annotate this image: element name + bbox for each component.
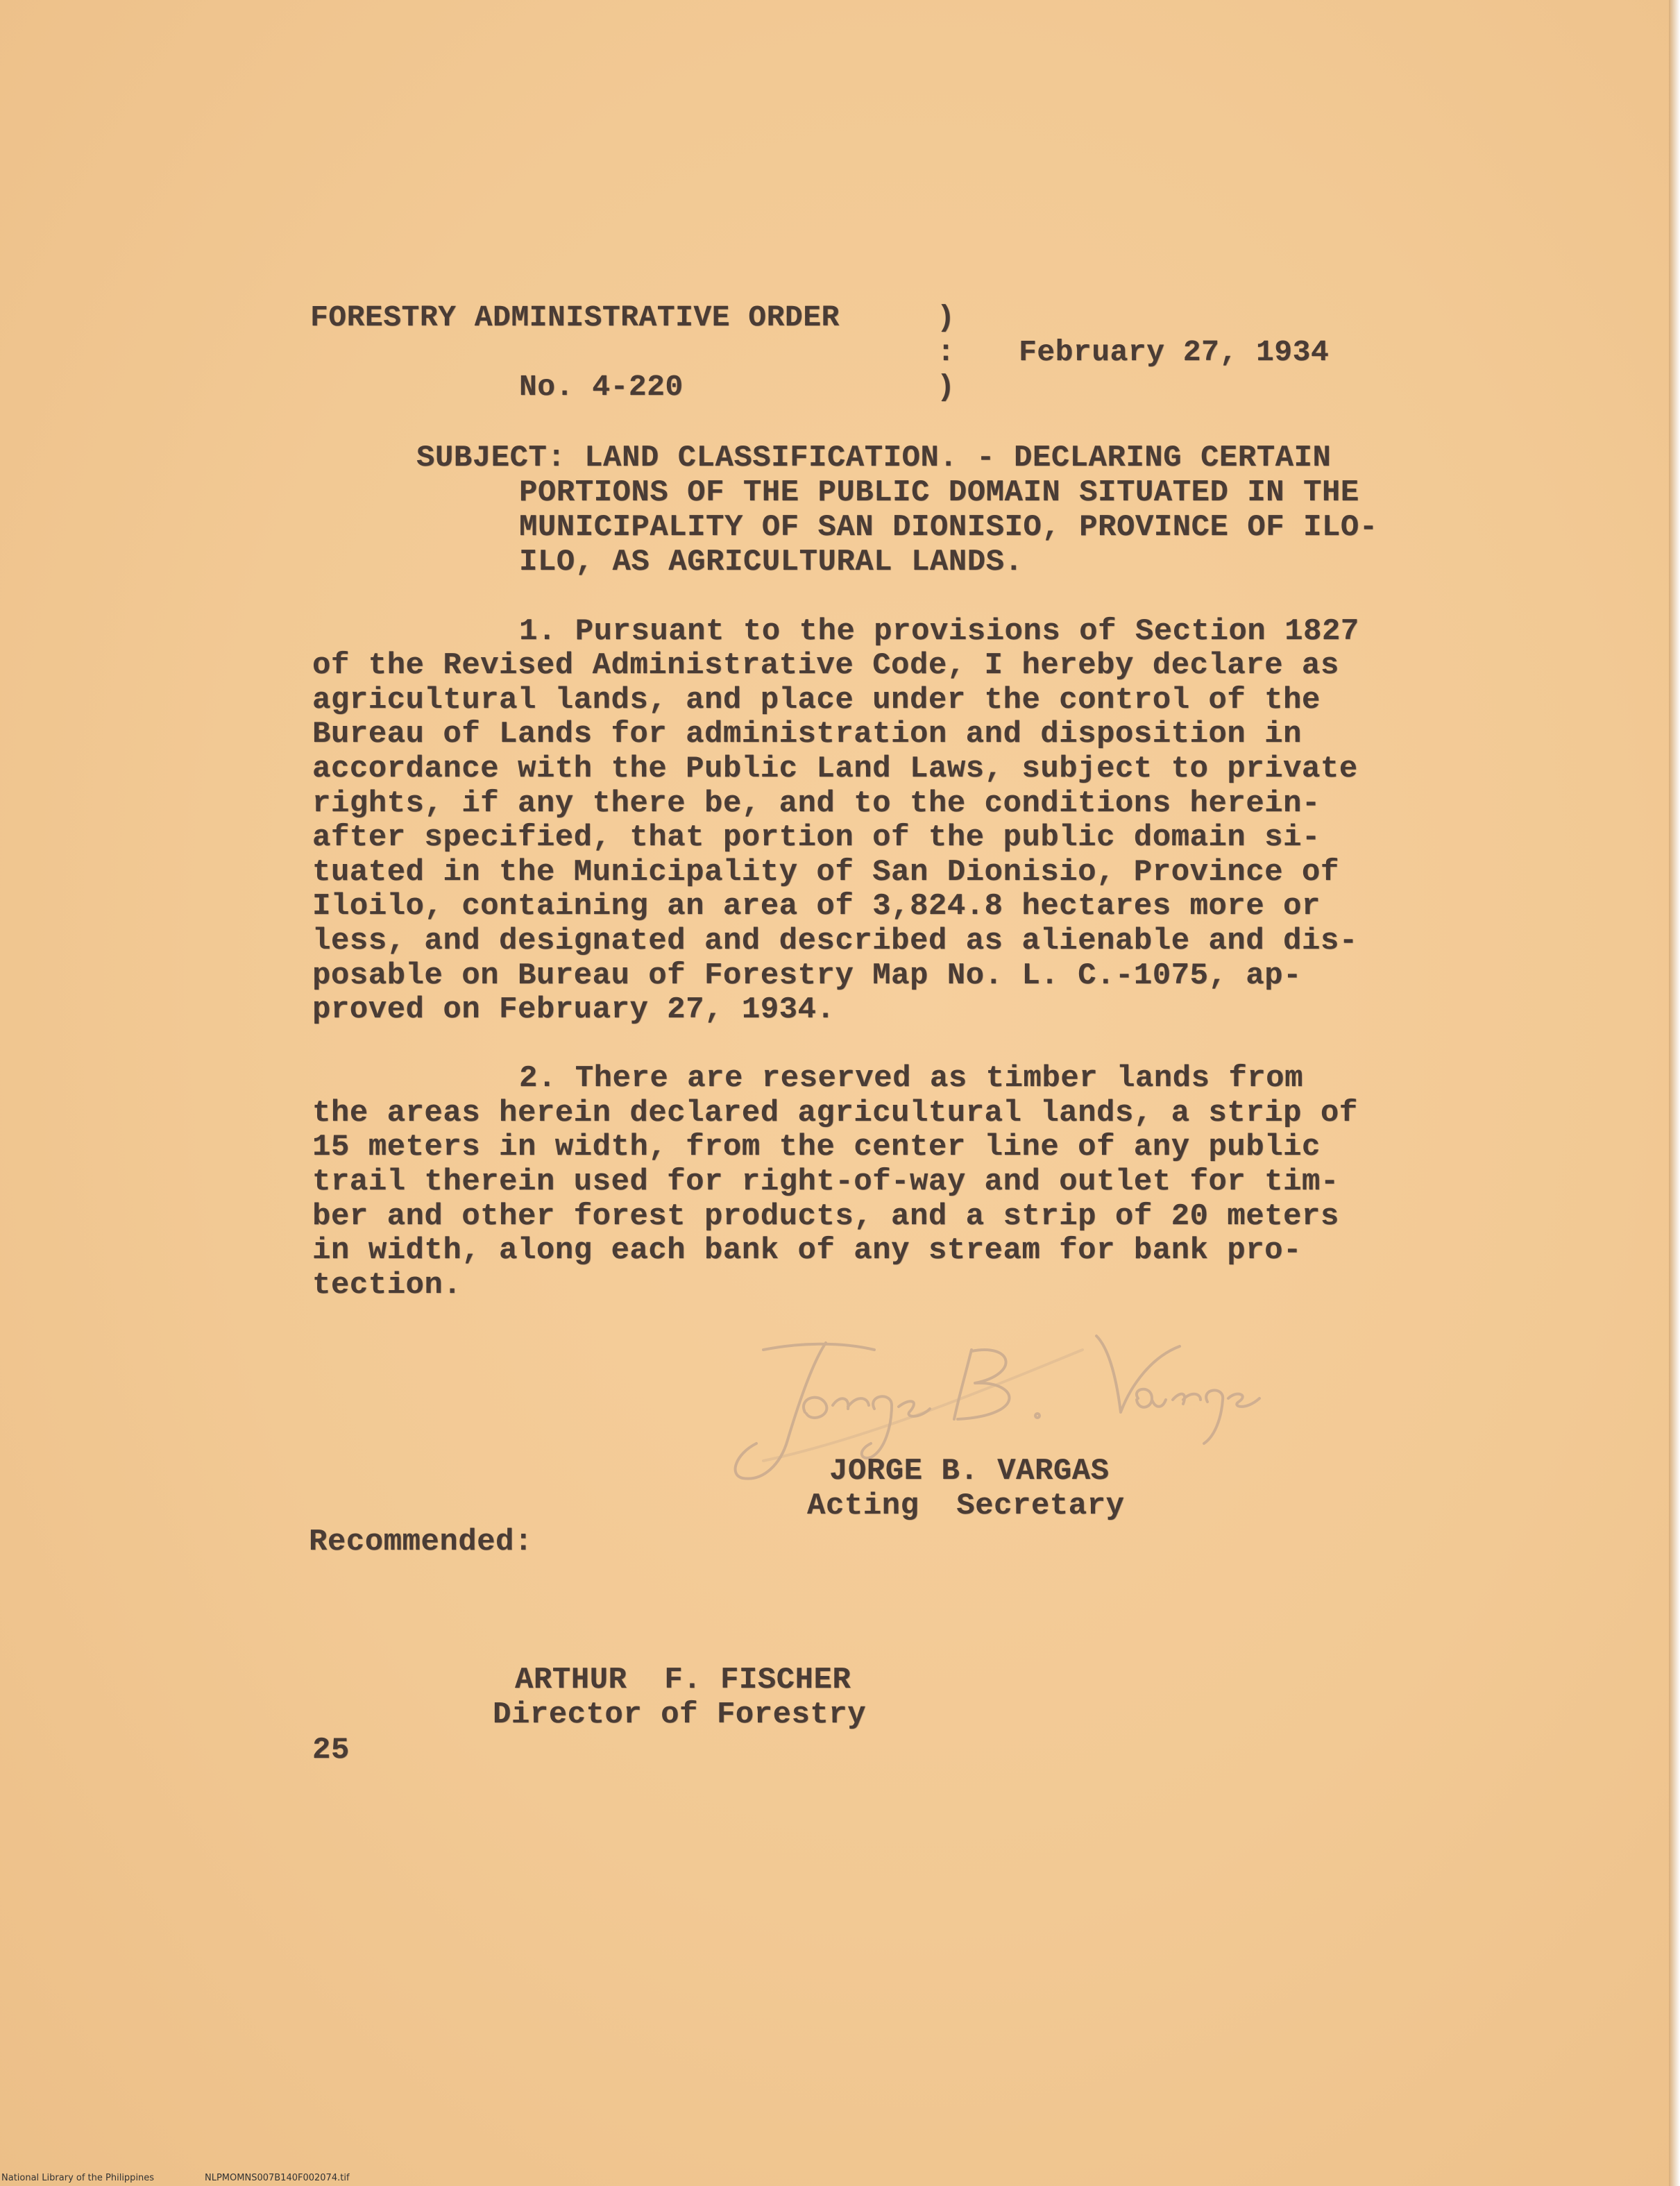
paragraph-line: 1. Pursuant to the provisions of Section 1827: [519, 614, 1359, 649]
paragraph-line: Bureau of Lands for administration and disposition in: [312, 717, 1302, 752]
archive-label: National Library of the Philippines: [1, 2173, 155, 2183]
paragraph-line: accordance with the Public Land Laws, subject to private: [312, 752, 1358, 786]
paragraph-line: the areas herein declared agricultural lands, a strip of: [312, 1096, 1358, 1130]
recommender-name: ARTHUR F. FISCHER: [515, 1663, 851, 1697]
paragraph-line: rights, if any there be, and to the conditions herein-: [312, 786, 1321, 821]
subject-line: SUBJECT: LAND CLASSIFICATION. - DECLARING CERTAIN: [416, 441, 1332, 475]
header-bracket-top: ): [937, 300, 956, 334]
page-number: 25: [312, 1733, 350, 1768]
archive-filename: NLPMOMNS007B140F002074.tif: [205, 2173, 350, 2183]
subject-line: ILO, AS AGRICULTURAL LANDS.: [519, 545, 1024, 579]
paragraph-line: proved on February 27, 1934.: [312, 992, 835, 1027]
recommender-title: Director of Forestry: [493, 1697, 867, 1732]
paragraph-line: trail therein used for right-of-way and outlet for tim-: [312, 1164, 1339, 1199]
signatory-title: Acting Secretary: [807, 1489, 1125, 1523]
page-edge: [1669, 0, 1680, 2186]
paragraph-line: less, and designated and described as alienable and dis-: [312, 924, 1358, 958]
order-number: No. 4-220: [519, 370, 684, 404]
subject-line: PORTIONS OF THE PUBLIC DOMAIN SITUATED IN THE: [519, 475, 1359, 510]
paragraph-line: of the Revised Administrative Code, I hereby declare as: [312, 648, 1339, 683]
paragraph-line: in width, along each bank of any stream for bank pro-: [312, 1233, 1302, 1268]
paragraph-line: Iloilo, containing an area of 3,824.8 hectares more or: [312, 889, 1321, 924]
paragraph-line: posable on Bureau of Forestry Map No. L. C.-1075, ap-: [312, 958, 1302, 993]
paragraph-line: 15 meters in width, from the center line of any public: [312, 1130, 1321, 1164]
header-bracket-mid: :: [937, 335, 956, 369]
paragraph-line: tection.: [312, 1268, 462, 1303]
order-date: February 27, 1934: [1019, 335, 1330, 369]
subject-line: MUNICIPALITY OF SAN DIONISIO, PROVINCE OF ILO-: [519, 510, 1378, 545]
paragraph-line: ber and other forest products, and a strip of 20 meters: [312, 1199, 1339, 1234]
paragraph-line: 2. There are reserved as timber lands from: [519, 1061, 1303, 1096]
paragraph-line: after specified, that portion of the public domain si-: [312, 820, 1321, 855]
paragraph-line: agricultural lands, and place under the control of the: [312, 683, 1321, 718]
paragraph-line: tuated in the Municipality of San Dionisio, Province of: [312, 855, 1339, 890]
signatory-name: JORGE B. VARGAS: [829, 1454, 1110, 1489]
header-bracket-bottom: ): [937, 370, 956, 404]
recommended-label: Recommended:: [309, 1525, 533, 1559]
order-type: FORESTRY ADMINISTRATIVE ORDER: [310, 300, 840, 334]
